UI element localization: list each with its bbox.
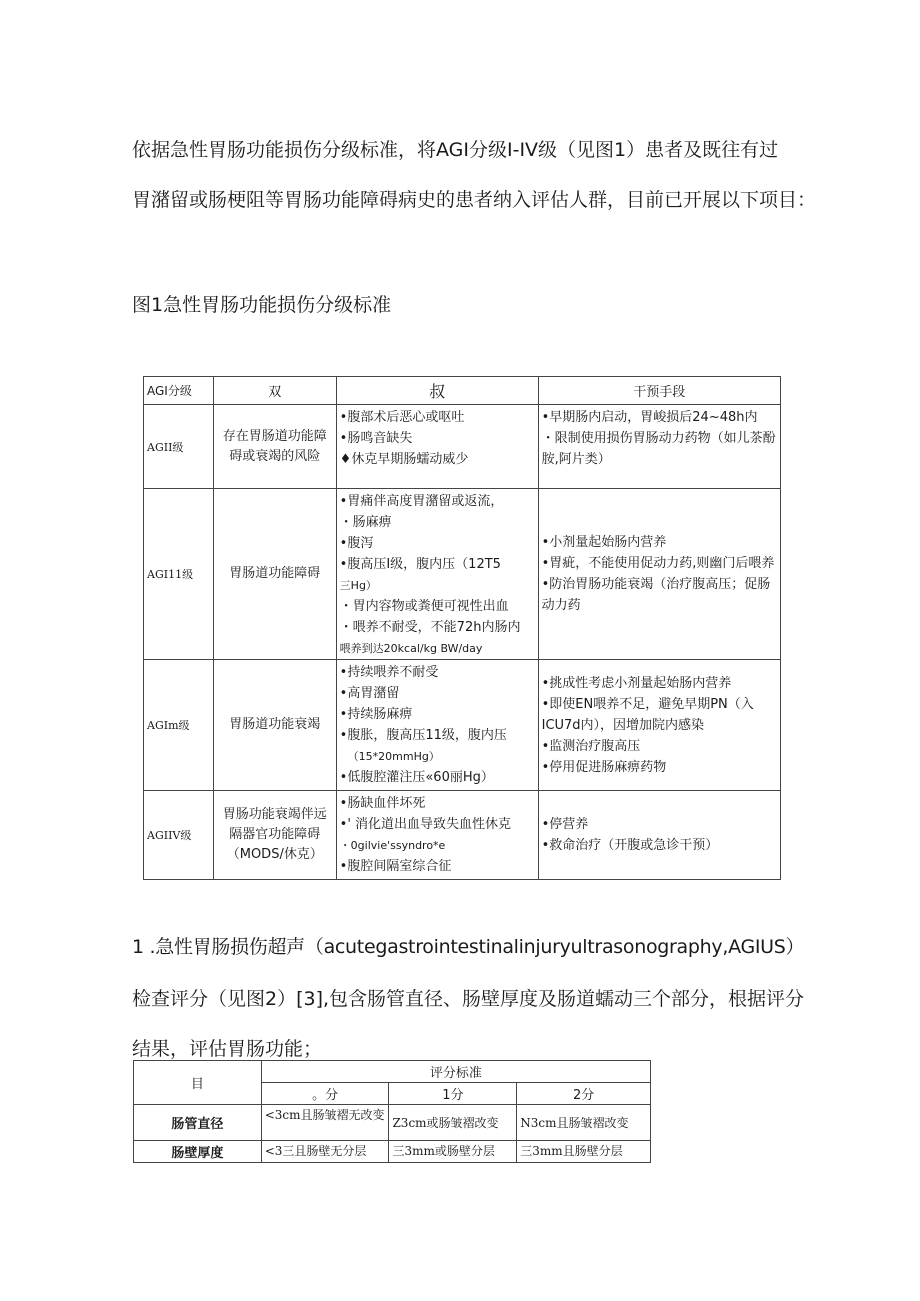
intervention-item: •救命治疗（开腹或急诊干预） — [541, 838, 719, 853]
score-2-cell: N3cm且肠皱褶改变 — [517, 1105, 651, 1141]
intervention-item: •挑成性考虑小剂量起始肠内营养 — [541, 675, 732, 691]
score-0-cell: <3三且肠壁无分层 — [261, 1141, 389, 1163]
symptom-item: （15*20mmHg） — [347, 750, 440, 763]
symptom-item: •腹胀，腹高压11级，腹内压 — [339, 728, 507, 743]
intervention-item: •防治胃肠功能衰竭（治疗腹高压；促肠动力药 — [541, 577, 771, 613]
table-row — [144, 791, 781, 880]
symptom-item: •高胃潴留 — [339, 686, 400, 701]
intervention-item: •即使EN喂养不足，避免早期PN（入ICU7d内），因增加院内感染 — [541, 696, 754, 733]
section-1-line-3: 结果，评估胃肠功能； — [132, 1038, 323, 1060]
symptom-item: •持续肠麻痹 — [339, 707, 413, 722]
header-score-2: 2分 — [517, 1083, 651, 1105]
symptom-item: ♦休克早期肠蠕动威少 — [339, 452, 469, 467]
symptom-item: •腹部术后恶心或呕吐 — [339, 410, 465, 425]
grade-cell: AGIIV级 — [144, 791, 214, 880]
interventions-cell — [538, 489, 780, 660]
agi-grading-table — [143, 376, 781, 880]
symptom-item: •腹高压I级，腹内压（12T5 — [339, 557, 501, 572]
header-symptoms: 叔 — [336, 377, 538, 405]
header-criteria: 评分标准 — [261, 1061, 650, 1083]
symptom-item: 喂养到达20kcal/kg BW/day — [339, 642, 483, 655]
header-agi-grade: AGI分级 — [144, 377, 214, 405]
intervention-item: •停营养 — [541, 817, 589, 832]
grade-cell: AGI11级 — [144, 489, 214, 660]
header-item: 目 — [134, 1061, 262, 1105]
score-1-cell: 三3mm或肠壁分层 — [389, 1141, 517, 1163]
grade-cell: AGII级 — [144, 405, 214, 489]
score-table-header-row — [134, 1061, 651, 1083]
score-1-cell: Z3cm或肠皱褶改变 — [389, 1105, 517, 1141]
intervention-item: •停用促进肠麻痹药物 — [541, 759, 667, 775]
symptom-item: •低腹腔灌注压«60丽Hg） — [339, 770, 494, 785]
item-cell: 肠管直径 — [134, 1105, 262, 1141]
intervention-item: •小剂量起始肠内营养 — [541, 535, 667, 550]
symptom-item: •持续喂养不耐受 — [339, 665, 439, 680]
agius-score-table — [133, 1060, 651, 1163]
header-description: 双 — [213, 377, 336, 405]
description-cell: 胃肠道功能衰竭 — [213, 660, 336, 791]
intro-line-1: 依据急性胃肠功能损伤分级标准，将AGI分级I-IV级（见图1）患者及既往有过 — [132, 139, 779, 161]
interventions-cell — [538, 660, 780, 791]
symptom-item: •腹腔间隔室综合征 — [339, 859, 452, 874]
symptom-item: ・喂养不耐受，不能72h内肠内 — [339, 620, 521, 635]
score-0-cell: <3cm且肠皱褶无改变 — [261, 1105, 389, 1141]
table-row — [144, 660, 781, 791]
symptom-item: ・肠麻痹 — [339, 515, 392, 530]
intervention-item: •早期肠内启动，胃峻损后24~48h内 — [541, 410, 758, 425]
symptoms-cell — [336, 791, 538, 880]
table-row — [144, 405, 781, 489]
header-score-1: 1分 — [389, 1083, 517, 1105]
symptom-item: •腹泻 — [339, 536, 374, 551]
intro-line-2: 胃潴留或肠梗阻等胃肠功能障碍病史的患者纳入评估人群，目前已开展以下项目： — [132, 189, 817, 211]
table-row — [134, 1105, 651, 1141]
symptom-item: •肠鸣音缺失 — [339, 431, 413, 446]
symptom-item: •肠缺血伴坏死 — [339, 796, 426, 811]
intervention-item: ・限制使用损伤胃肠动力药物（如儿茶酚胺,阿片类） — [541, 431, 776, 467]
symptoms-cell — [336, 405, 538, 489]
symptoms-cell — [336, 489, 538, 660]
item-cell: 肠壁厚度 — [134, 1141, 262, 1163]
interventions-cell — [538, 405, 780, 489]
figure-1-title: 图1急性胃肠功能损伤分级标准 — [132, 294, 392, 316]
section-1-line-1: 1 .急性胃肠损伤超声（acutegastrointestinalinjuryultrasonography,AGIUS） — [132, 936, 805, 958]
description-cell: 胃肠功能衰竭伴远隔器官功能障碍（MODS/休克） — [213, 791, 336, 880]
symptom-item: ・胃内容物或粪便可视性出血 — [339, 599, 509, 614]
symptom-item: •' 消化道出血导致失血性休克 — [339, 817, 512, 832]
table-row — [144, 489, 781, 660]
table-row — [134, 1141, 651, 1163]
header-interventions: 干预手段 — [538, 377, 780, 405]
header-score-0: 。分 — [261, 1083, 389, 1105]
description-cell: 存在胃肠道功能障碍或衰竭的风险 — [213, 405, 336, 489]
symptom-item: ・0gilvie'ssyndro*e — [339, 839, 446, 852]
description-cell: 胃肠道功能障碍 — [213, 489, 336, 660]
grade-cell: AGIm级 — [144, 660, 214, 791]
section-1-line-2: 检查评分（见图2）[3],包含肠管直径、肠壁厚度及肠道蠕动三个部分，根据评分 — [132, 988, 805, 1010]
intervention-item: •监测治疗腹高压 — [541, 738, 641, 754]
intervention-item: •胃疵，不能使用促动力药,则幽门后喂养 — [541, 556, 775, 571]
symptoms-cell — [336, 660, 538, 791]
symptom-item: •胃痛伴高度胃潴留或返流， — [339, 494, 504, 509]
agi-table-header-row — [144, 377, 781, 405]
symptom-item: 三Hg） — [339, 579, 377, 592]
interventions-cell — [538, 791, 780, 880]
score-2-cell: 三3mm且肠壁分层 — [517, 1141, 651, 1163]
